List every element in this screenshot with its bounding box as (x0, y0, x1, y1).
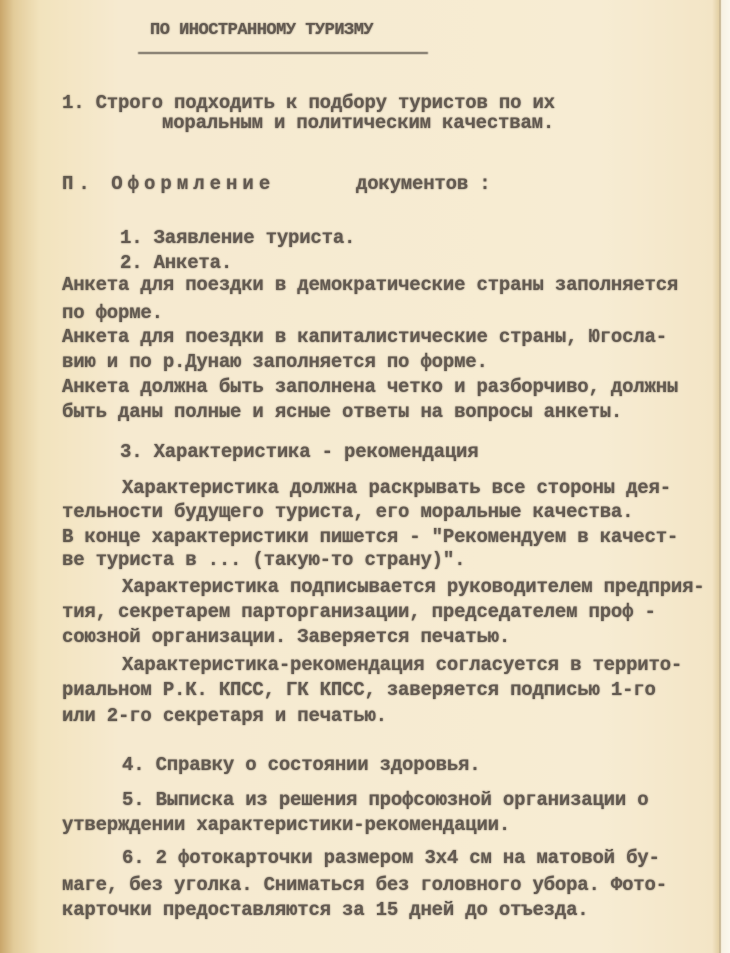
text-line: утверждении характеристики-рекомендации. (62, 814, 511, 836)
section-heading: документов : (356, 173, 491, 195)
text-line: быть даны полные и ясные ответы на вопросы анкеты. (62, 401, 623, 423)
text-line: Анкета должна быть заполнена четко и разборчиво, должны (62, 376, 679, 398)
text-line: 2. Анкета. (120, 252, 233, 274)
text-line: моральным и политическим качествам. (162, 112, 555, 134)
text-line: маге, без уголка. Сниматься без головного убора. Фото- (62, 874, 667, 896)
text-line: 3. Характеристика - рекомендация (120, 441, 479, 463)
text-line: 4. Справку о состоянии здоровья. (122, 754, 481, 776)
text-line: или 2-го секретаря и печатью. (62, 705, 387, 727)
text-line: В конце характеристики пишется - "Рекомендуем в качест- (62, 526, 679, 548)
text-line: Анкета для поездки в демократические страны заполняется (62, 274, 679, 296)
text-line: по форме. (62, 302, 163, 324)
text-line: Характеристика-рекомендация согласуется в террито- (122, 654, 683, 676)
document-title: ПО ИНОСТРАННОМУ ТУРИЗМУ (150, 21, 374, 40)
text-line: Анкета для поездки в капиталистические страны, Югосла- (62, 326, 667, 348)
text-line: Характеристика должна раскрывать все стороны дея- (122, 477, 671, 499)
text-line: 6. 2 фотокарточки размером 3х4 см на матовой бу- (122, 847, 660, 869)
text-line: ве туриста в ... (такую-то страну)". (62, 549, 466, 571)
text-line: Характеристика подписывается руководителем предприя- (122, 576, 705, 598)
text-line: 1. Строго подходить к подбору туристов по их (62, 92, 555, 114)
text-line: вию и по р.Дунаю заполняется по форме. (62, 351, 488, 373)
section-heading: П. Оформление (62, 173, 276, 195)
text-line: 5. Выписка из решения профсоюзной организации о (122, 789, 649, 811)
text-line: риальном Р.К. КПСС, ГК КПСС, заверяется подписью 1-го (62, 679, 656, 701)
text-line: тия, секретарем парторганизации, председателем проф - (62, 601, 656, 623)
text-line: тельности будущего туриста, его моральные качества. (62, 501, 634, 523)
text-line: союзной организации. Заверяется печатью. (62, 626, 511, 648)
page-edge (719, 0, 721, 953)
text-line: 1. Заявление туриста. (120, 227, 356, 249)
title-underline (138, 52, 428, 54)
text-line: карточки предоставляются за 15 дней до отъезда. (62, 899, 589, 921)
